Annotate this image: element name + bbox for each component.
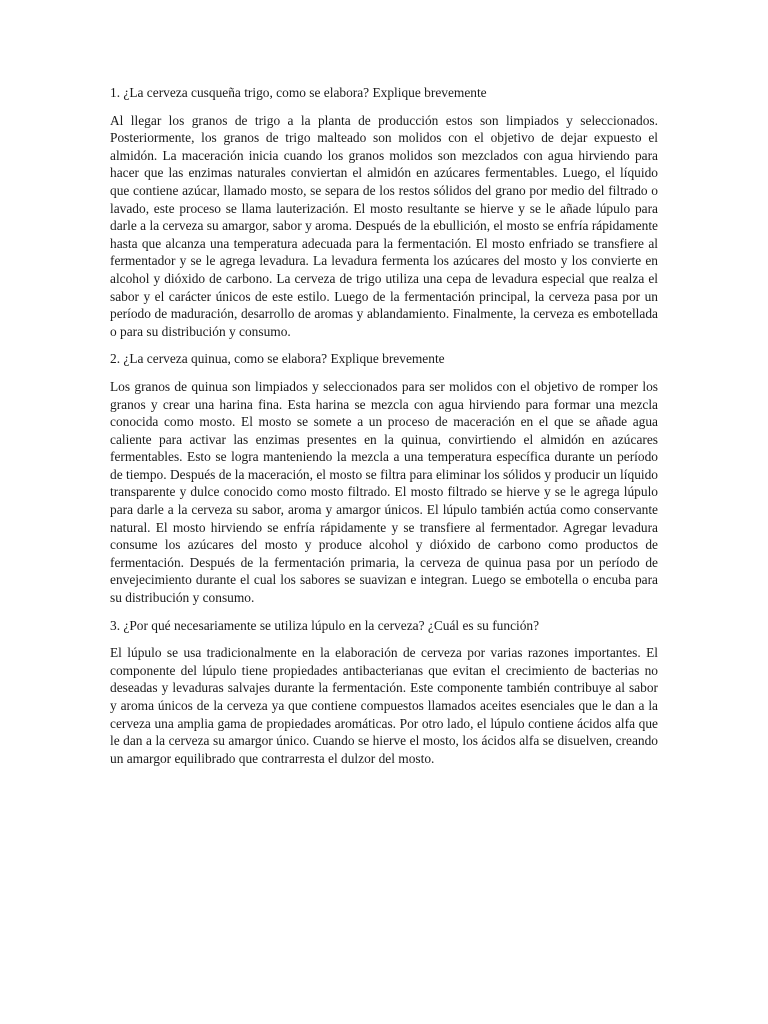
answer-3: El lúpulo se usa tradicionalmente en la elaboración de cerveza por varias razones importantes. El componente del lúpulo tiene propiedades antibacterianas que evitan el crecimiento de bacterias no deseadas y levaduras salvajes durante la fermentación. Este componente también contribuye al sabor y aroma únicos de la cerveza ya que contiene compuestos llamados aceites esenciales que le dan a la cerveza una amplia gama de propiedades aromáticas. Por otro lado, el lúpulo contiene ácidos alfa que le dan a la cerveza su amargor único. Cuando se hierve el mosto, los ácidos alfa se disuelven, creando un amargor equilibrado que contrarresta el dulzor del mosto.: [110, 645, 658, 766]
document-page: [110, 84, 658, 777]
question-1: 1. ¿La cerveza cusqueña trigo, como se elabora? Explique brevemente: [110, 85, 487, 100]
answer-1: Al llegar los granos de trigo a la planta de producción estos son limpiados y seleccionados. Posteriormente, los granos de trigo malteado son molidos con el objetivo de dejar expuesto el almidón. La maceración inicia cuando los granos molidos son mezclados con agua hirviendo para hacer que las enzimas naturales conviertan el almidón en azúcares fermentables. Luego, el líquido que contiene azúcar, llamado mosto, se separa de los restos sólidos del grano por medio del filtrado o lavado, este proceso se llama lauterización. El mosto resultante se hierve y se le añade lúpulo para darle a la cerveza su amargor, sabor y aroma. Después de la ebullición, el mosto se enfría rápidamente hasta que alcanza una temperatura adecuada para la fermentación. El mosto enfriado se transfiere al fermentador y se le agrega levadura. La levadura fermenta los azúcares del mosto y los convierte en alcohol y dióxido de carbono. La cerveza de trigo utiliza una cepa de levadura especial que realza el sabor y el carácter únicos de este estilo. Luego de la fermentación principal, la cerveza pasa por un período de maduración, desarrollo de aromas y ablandamiento. Finalmente, la cerveza es embotellada o para su distribución y consumo.: [110, 112, 658, 339]
question-3: 3. ¿Por qué necesariamente se utiliza lúpulo en la cerveza? ¿Cuál es su función?: [110, 617, 540, 633]
question-2: 2. ¿La cerveza quinua, como se elabora? Explique brevemente: [110, 351, 445, 367]
answer-2: Los granos de quinua son limpiados y seleccionados para ser molidos con el objetivo de romper los granos y crear una harina fina. Esta harina se mezcla con agua hirviendo para formar una mezcla conocida como mosto. El mosto se somete a un proceso de maceración en el que se añade agua caliente para activar las enzimas presentes en la quinua, convirtiendo el almidón en azúcares fermentables. Esto se logra manteniendo la mezcla a una temperatura específica durante un período de tiempo. Después de la maceración, el mosto se filtra para eliminar los sólidos y producir un líquido transparente y dulce conocido como mosto filtrado. El mosto filtrado se hierve y se le agrega lúpulo para darle a la cerveza su sabor, aroma y amargor únicos. El lúpulo también actúa como conservante natural. El mosto hirviendo se enfría rápidamente y se transfiere al fermentador. Agregar levadura consume los azúcares del mosto y produce alcohol y dióxido de carbono como productos de fermentación. Después de la fermentación primaria, la cerveza de quinua pasa por un período de envejecimiento durante el cual los sabores se suavizan e integran. Luego se embotella o encuba para su distribución y consumo.: [110, 378, 658, 606]
